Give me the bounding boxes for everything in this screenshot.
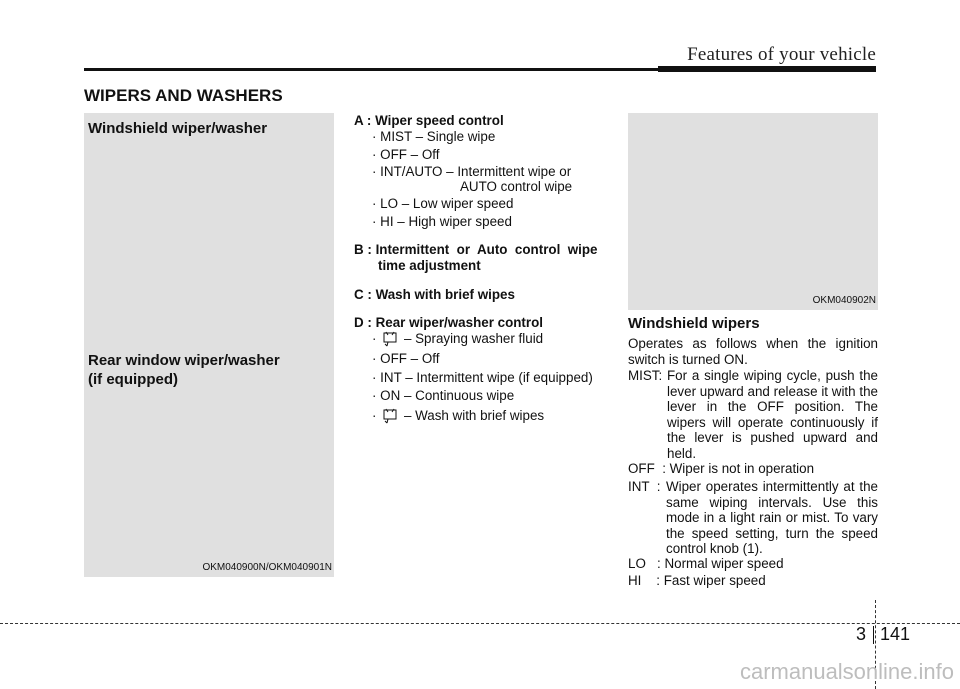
d-item-wash bbox=[372, 407, 544, 424]
a-item-int: · INT/AUTO – Intermittent wipe or bbox=[372, 164, 572, 179]
a-title: A : Wiper speed control bbox=[354, 113, 504, 128]
b-title-line2: time adjustment bbox=[378, 258, 481, 273]
intro-paragraph: Operates as follows when the ignition switch is turned ON. bbox=[628, 336, 878, 367]
a-item-hi: · HI – High wiper speed bbox=[372, 214, 512, 229]
d-title: D : Rear wiper/washer control bbox=[354, 315, 544, 330]
footer-rule bbox=[0, 623, 960, 624]
int-text: Wiper operates intermittently at the same wiping intervals. Use this mode in a light rain or mist. To vary the speed setting, turn the speed control knob (1). bbox=[666, 479, 878, 557]
a-item-int-cont: AUTO control wipe bbox=[460, 179, 573, 194]
wiper-lever-illustration-panel bbox=[628, 113, 878, 310]
rear-wiper-label-line2: (if equipped) bbox=[88, 371, 178, 388]
bullet: · bbox=[372, 331, 377, 346]
off-entry: OFF : Wiper is not in operation bbox=[628, 461, 815, 476]
a-item-lo: · LO – Low wiper speed bbox=[372, 196, 514, 211]
right-figure-caption: OKM040902N bbox=[812, 295, 876, 306]
d-item-on: · ON – Continuous wipe bbox=[372, 388, 515, 403]
washer-spray-icon bbox=[380, 408, 400, 424]
left-figure-caption: OKM040900N/OKM040901N bbox=[202, 562, 332, 573]
d-item-wash-text: – Wash with brief wipes bbox=[403, 408, 545, 423]
a-item-off: · OFF – Off bbox=[372, 147, 440, 162]
watermark: carmanualsonline.info bbox=[739, 659, 954, 684]
int-label: INT : bbox=[628, 479, 661, 494]
b-title-line1: B : Intermittent or Auto control wipe bbox=[354, 242, 598, 257]
d-item-spray bbox=[372, 330, 543, 347]
washer-spray-icon bbox=[380, 331, 400, 347]
header-rule-accent bbox=[658, 66, 876, 72]
c-title: C : Wash with brief wipes bbox=[354, 287, 515, 302]
mist-label: MIST: bbox=[628, 368, 663, 383]
chapter-number: 3 bbox=[856, 624, 867, 644]
mist-entry bbox=[628, 368, 878, 462]
d-item-spray-text: – Spraying washer fluid bbox=[403, 331, 544, 346]
hi-entry: HI : Fast wiper speed bbox=[628, 573, 766, 588]
section-heading: WIPERS AND WASHERS bbox=[84, 86, 283, 105]
lo-entry: LO : Normal wiper speed bbox=[628, 556, 784, 571]
windshield-wipers-heading: Windshield wipers bbox=[628, 315, 760, 332]
d-item-int: · INT – Intermittent wipe (if equipped) bbox=[372, 370, 593, 385]
header-title: Features of your vehicle bbox=[687, 44, 876, 65]
page-number: 141 bbox=[880, 624, 911, 644]
mist-text: For a single wiping cycle, push the lever upward and release it with the lever in the OFF position. The wipers will operate continuously if the lever is pushed upward and held. bbox=[667, 368, 878, 461]
int-entry bbox=[628, 479, 878, 557]
wiper-illustration-panel bbox=[84, 113, 334, 577]
page-separator bbox=[873, 626, 874, 644]
rear-wiper-label-line1: Rear window wiper/washer bbox=[88, 352, 280, 369]
d-item-off: · OFF – Off bbox=[372, 351, 440, 366]
bullet: · bbox=[372, 408, 377, 423]
windshield-wiper-label: Windshield wiper/washer bbox=[88, 120, 268, 137]
a-item-mist: · MIST – Single wipe bbox=[372, 129, 496, 144]
